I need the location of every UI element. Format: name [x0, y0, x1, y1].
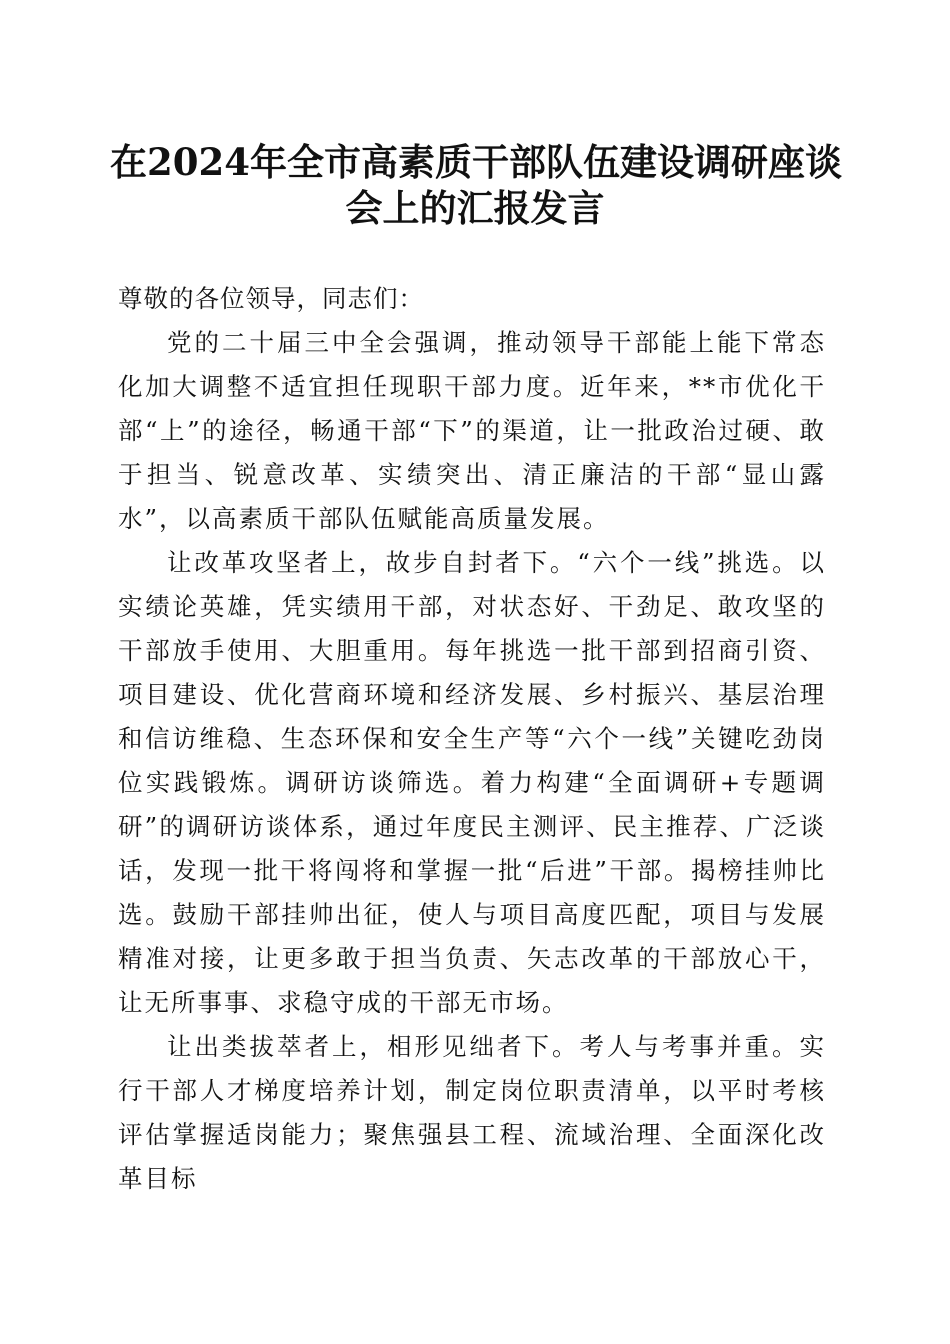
salutation: 尊敬的各位领导，同志们： [118, 284, 424, 313]
document-title-line-2: 会上的汇报发言 [345, 186, 605, 230]
paragraph-3: 让出类拔萃者上，相形见绌者下。考人与考事并重。实行干部人才梯度培养计划，制定岗位职责清单，以平时考核评估掌握适岗能力；聚焦强县工程、流域治理、全面深化改革目标 [118, 1032, 826, 1193]
paragraph-1: 党的二十届三中全会强调，推动领导干部能上能下常态化加大调整不适宜担任现职干部力度。近年来，**市优化干部“上”的途径，畅通干部“下”的渠道，让一批政治过硬、敢于担当、锐意改革、实绩突出、清正廉洁的干部“显山露水”，以高素质干部队伍赋能高质量发展。 [118, 328, 826, 533]
document-title-line-1: 在2024年全市高素质干部队伍建设调研座谈 [110, 140, 842, 184]
paragraph-2: 让改革攻坚者上，故步自封者下。“六个一线”挑选。以实绩论英雄，凭实绩用干部，对状态好、干劲足、敢攻坚的干部放手使用、大胆重用。每年挑选一批干部到招商引资、项目建设、优化营商环境和经济发展、乡村振兴、基层治理和信访维稳、生态环保和安全生产等“六个一线”关键吃劲岗位实践锻炼。调研访谈筛选。着力构建“全面调研+专题调研”的调研访谈体系，通过年度民主测评、民主推荐、广泛谈话，发现一批干将闯将和掌握一批“后进”干部。揭榜挂帅比选。鼓励干部挂帅出征，使人与项目高度匹配，项目与发展精准对接，让更多敢于担当负责、矢志改革的干部放心干，让无所事事、求稳守成的干部无市场。 [118, 548, 826, 1017]
